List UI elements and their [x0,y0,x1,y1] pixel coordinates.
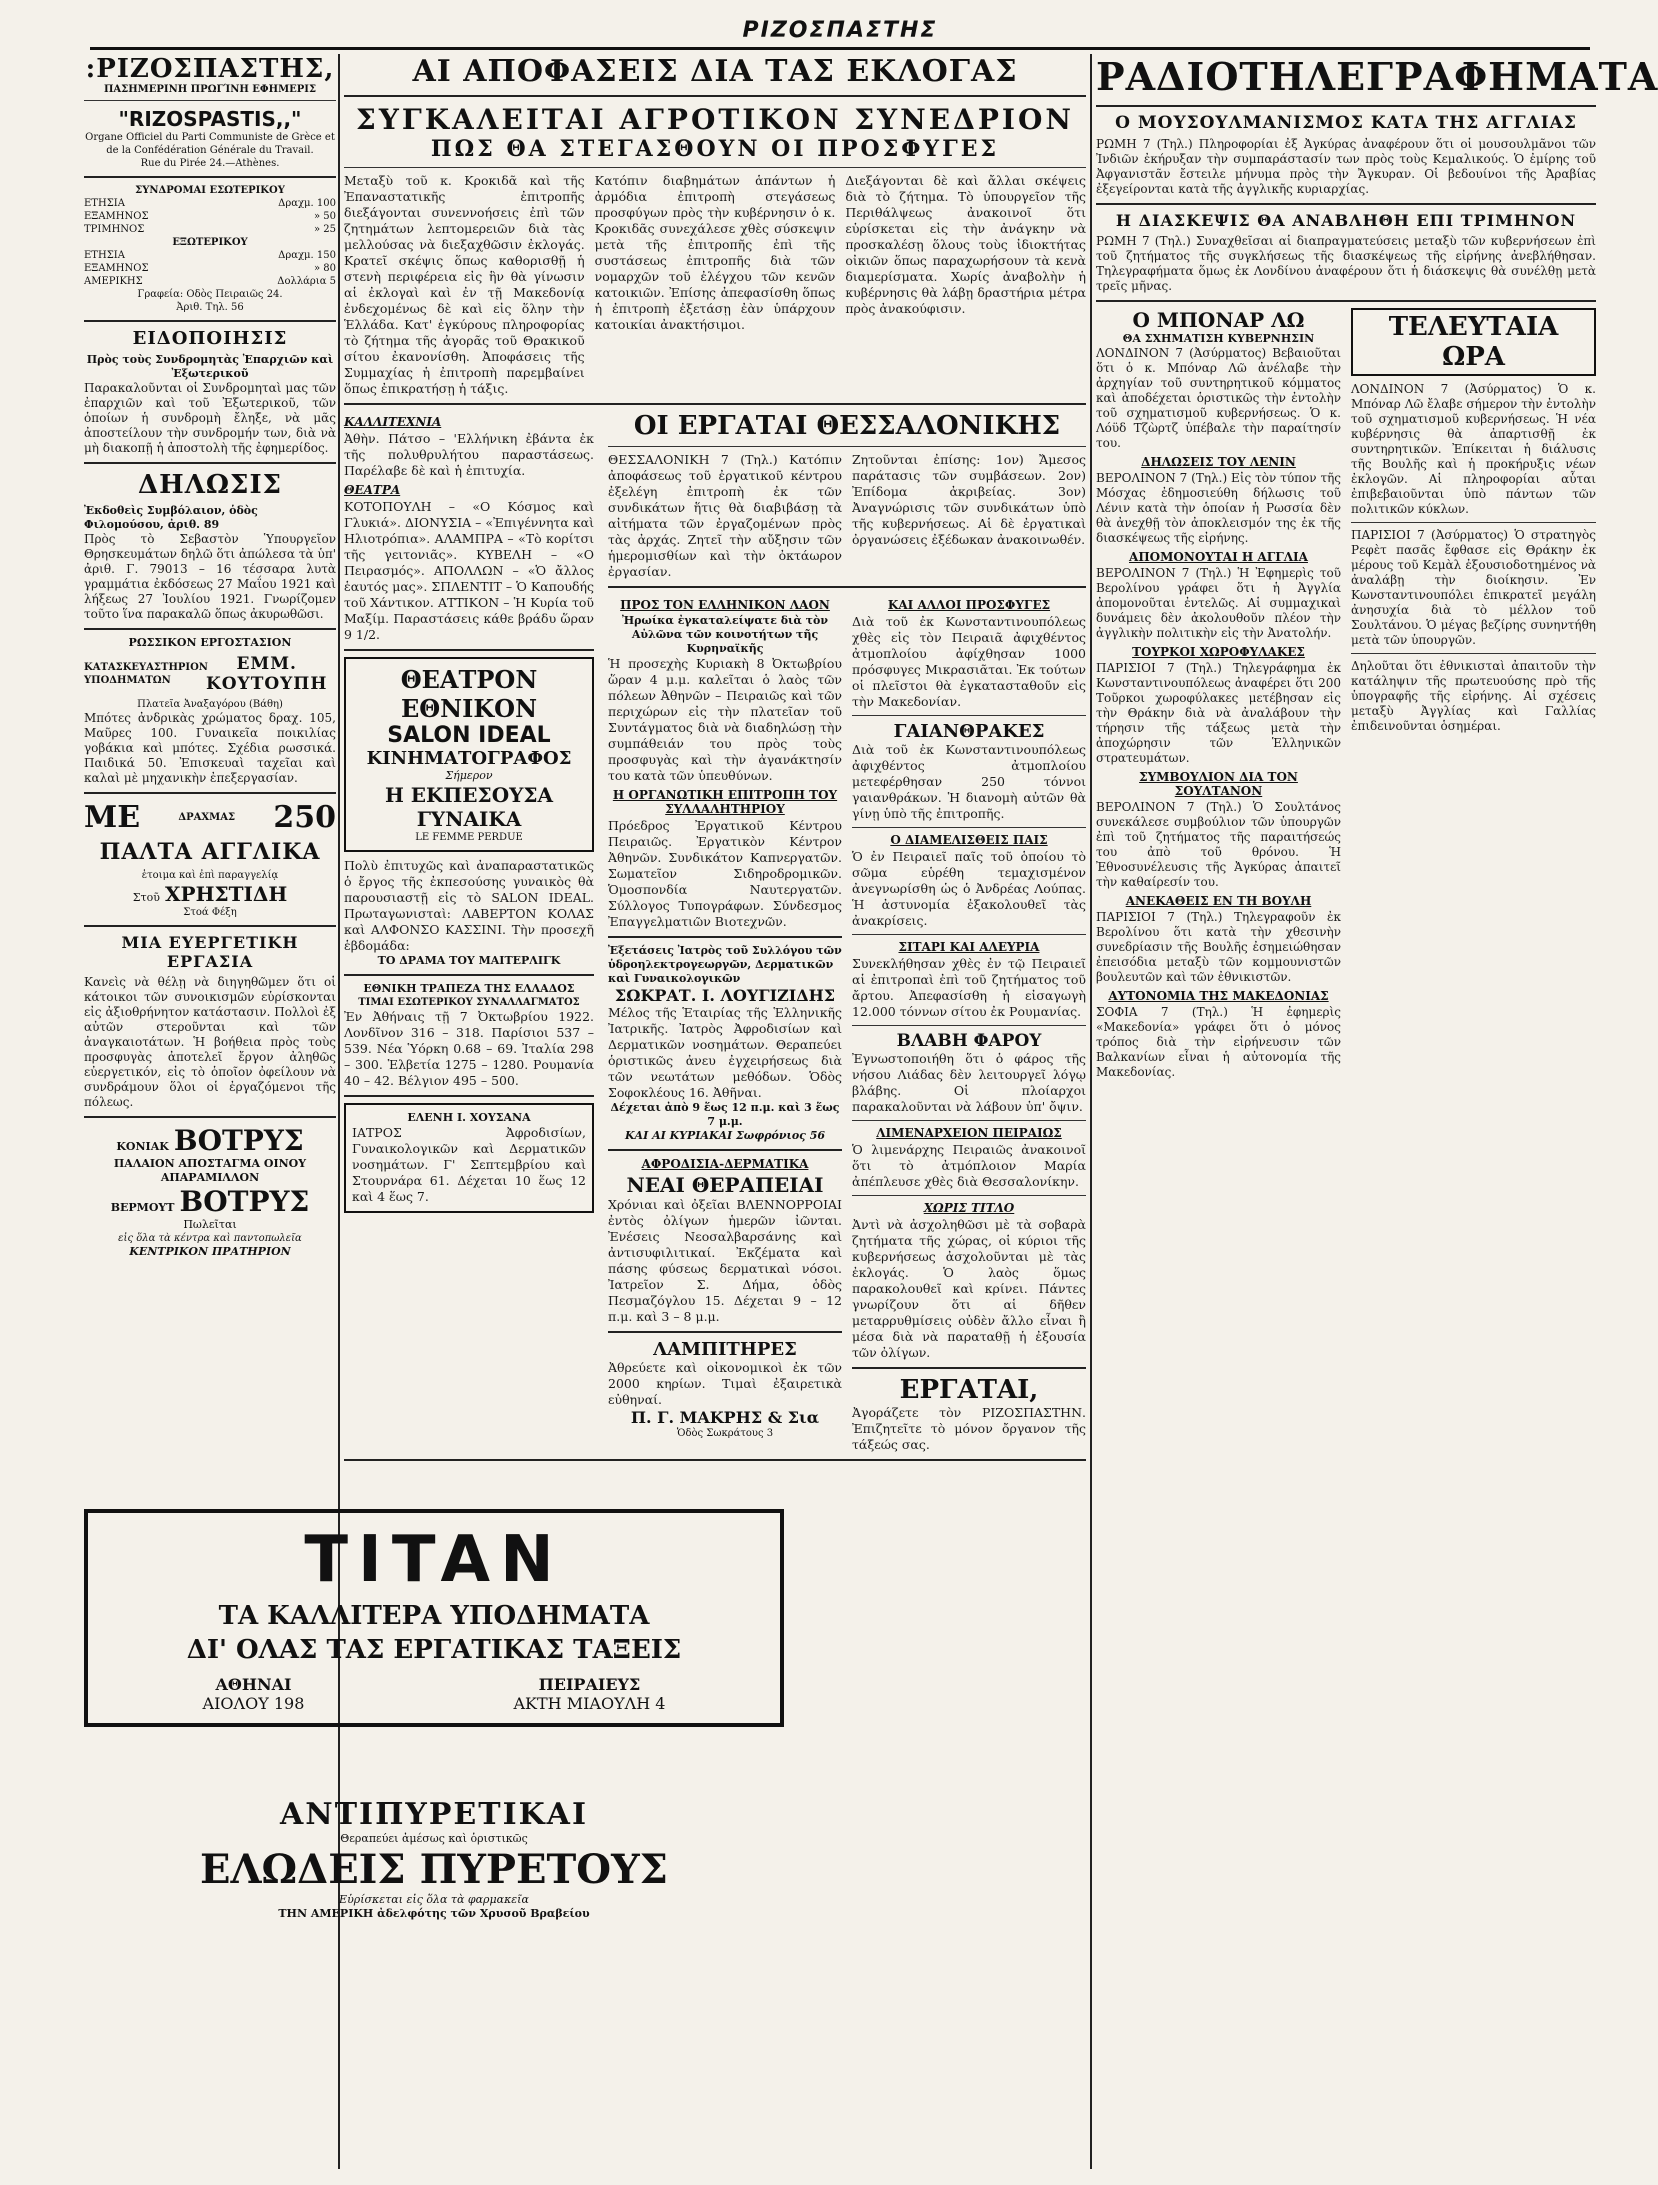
grain-title: ΣΙΤΑΡΙ ΚΑΙ ΑΛΕΥΡΙΑ [898,940,1040,954]
thessaloniki-col: ΘΕΣΣΑΛΟΝΙΚΗ 7 (Τηλ.) Κατόπιν ἀποφάσεως τοῦ ἐργατικοῦ κέντρου ἐξελέγη ἐπιτροπὴ ἐκ τῶν συνδικάτων ἥτις θὰ διαβιβάσῃ τὰ αἰτήματα τῶν ἐργαζομένων πρὸς τὰς ἀρχάς. Ζητεῖ τὴν αὔξησιν τῶν ἡμερομισθίων καὶ τὴν ὀκτάωρον ἐργασίαν. [608,452,842,579]
unrest-title: ΑΝΕΚΑΘΕΙΣ ΕΝ ΤΗ ΒΟΥΛΗ [1125,894,1312,908]
titan-box [84,1509,784,1727]
titan-addr: ΑΙΟΛΟΥ 198 [202,1694,305,1713]
botrys-line: ΠΑΛΑΙΟΝ ΑΠΟΣΤΑΓΜΑ ΟΙΝΟΥ [113,1157,307,1170]
masthead-subtitle: ΠΑΣΗΜΕΡΙΝΗ ΠΡΩΓΊΝΗ ΕΦΗΜΕΡΙΣ [103,84,317,95]
charity-title: ΜΙΑ ΕΥΕΡΓΕΤΙΚΗ ΕΡΓΑΣΙΑ [121,933,299,971]
unrest-text: ΠΑΡΙΣΙΟΙ 7 (Τηλ.) Τηλεγραφοῦν ἐκ Βερολίνου ὅτι κατὰ τὴν χθεσινὴν συνεδρίασιν τῆς Βουλῆς ἐσημειώθησαν ἐπεισόδια μεταξὺ τῶν κομμουνιστῶν βουλευτῶν καὶ τῶν ἐθνικιστῶν. [1096,910,1341,984]
botrys-prefix: ΚΟΝΙΑΚ [116,1140,169,1153]
child-text: Ὁ ἐν Πειραιεῖ παῖς τοῦ ὁποίου τὸ σῶμα εὑρέθη τεμαχισμένον ἀνεγνωρίσθη ὡς ὁ Ἀνδρέας Λούπας. Ἡ ἀστυνομία ἐξακολουθεῖ τὰς ἀνακρίσεις. [852,849,1086,928]
running-head: ΡΙΖΟΣΠΑΣΤΗΣ [90,18,1590,50]
thessaloniki-col: Ζητοῦνται ἐπίσης: 1ον) Ἄμεσος παράτασις τῶν συμβάσεων. 2ον) Ἐπίδομα ἀκριβείας. 3ον) Ἀναγνώρισις τῶν συνδικάτων ὑπὸ τῆς κυβερνήσεως. Αἱ δὲ ἐργατικαὶ ὀργανώσεις ἐξέδωκαν ἀνακοινωθέν. [852,452,1086,547]
untitled-text: Ἀντὶ νὰ ἀσχοληθῶσι μὲ τὰ σοβαρὰ ζητήματα τῆς χώρας, οἱ κύριοι τῆς κυβερνήσεως ἀσχολοῦνται μὲ τὰς ἐκλογάς. Ὁ λαὸς ὅμως παρακολουθεῖ καὶ κρίνει. Πάντες γνωρίζουν ὅτι αἱ δῆθεν μεταρρυθμίσεις οὐδὲν ἄλλο εἶναι ἢ μέσα διὰ νὰ παραταθῇ ἡ ἐξουσία τῶν ὀλίγων. [852,1217,1086,1360]
masthead-title: :ΡΙΖΟΣΠΑΣΤΗΣ, [85,54,335,84]
titan-addr: ΑΚΤΗ ΜΙΑΟΥΛΗ 4 [513,1694,666,1713]
botrys-line: εἰς ὅλα τὰ κέντρα καὶ παντοπωλεῖα [118,1233,302,1244]
subs-interior-title: ΣΥΝΔΡΟΜΑΙ ΕΣΩΤΕΡΙΚΟΥ [135,185,285,196]
titan-block [84,1495,784,1921]
medical-text: Μέλος τῆς Ἑταιρίας τῆς Ἑλληνικῆς Ἰατρικῆς. Ἰατρὸς Ἀφροδισίων καὶ Δερματικῶν νοσημάτων. Θεραπεύει ὁριστικῶς ἀνευ ἐγχειρήσεως διὰ τῶν νεωτάτων μεθόδων. Ὁδὸς Σοφοκλέους 16. Ἀθῆναι. [608,1005,842,1100]
declaration-title: ΔΗΛΩΣΙΣ [138,470,282,500]
titan-line: ΔΙ' ΟΛΑΣ ΤΑΣ ΕΡΓΑΤΙΚΑΣ ΤΑΞΕΙΣ [186,1635,682,1665]
maced-title: ΑΥΤΟΝΟΜΙΑ ΤΗΣ ΜΑΚΕΔΟΝΙΑΣ [1108,989,1329,1003]
radio-headline: ΡΑΔΙΟΤΗΛΕΓΡΑΦΗΜΑΤΑ [1096,54,1658,99]
port-title: ΛΙΜΕΝΑΡΧΕΙΟΝ ΠΕΙΡΑΙΩΣ [876,1126,1062,1140]
subs-row: ΑΜΕΡΙΚΗΣ Δολλάρια 5 [84,276,336,287]
theatre-title: ΘΕΑΤΡΟΝ ΕΘΝΙΚΟΝ [400,665,538,723]
aid-sub: Ἠρωίκα ἐγκαταλείψατε διὰ τὸν Αὐλῶνα τῶν κοινοτήτων τῆς Κυρηναϊκῆς [621,614,829,655]
gain-text: Διὰ τοῦ ἐκ Κωνσταντινουπόλεως ἀφιχθέντος ἀτμοπλοίου μετεφέρθησαν 250 τόννοι γαιανθράκων. Ἡ διανομὴ αὐτῶν θὰ γίνῃ ὑπὸ τῆς ἐπιτροπῆς. [852,742,1086,821]
lenin-title: ΔΗΛΩΣΕΙΣ ΤΟΥ ΛΕΝΙΝ [1141,455,1296,469]
committee-title: Η ΟΡΓΑΝΩΤΙΚΗ ΕΠΙΤΡΟΠΗ ΤΟΥ ΣΥΛΛΑΛΗΤΗΡΙΟΥ [612,788,838,816]
bank-text: Ἐν Ἀθήναις τῇ 7 Ὀκτωβρίου 1922. Λονδῖνον 316 – 318. Παρίσιοι 537 – 539. Νέα Ὑόρκη 0.68 – 69. Ἰταλία 298 – 300. Ἑλβετία 1275 – 1280. Ρουμανία 40 – 42. Βέλγιον 495 – 500. [344,1009,594,1088]
subs-phone: Ἀριθ. Τηλ. 56 [176,302,244,313]
koutoupis-text: Μπότες ἀνδρικὰς χρώματος δραχ. 105, Μαῦρες 100. Γυναικεῖα ποικιλίας γοβάκια καὶ μπότες. Σχέδια ρωσσικά. Παιδικά 50. Ἐπισκευαὶ ταχεῖαι καὶ καλαὶ μὲ μηχανικὴν ἐπεξεργασίαν. [84,711,336,785]
subs-exterior-title: ΕΞΩΤΕΡΙΚΟΥ [172,237,248,248]
guards-text: ΠΑΡΙΣΙΟΙ 7 (Τηλ.) Τηλεγράφημα ἐκ Κωνσταντινουπόλεως ἀναφέρει ὅτι 200 Τοῦρκοι χωροφύλακες μετέβησαν εἰς τὴν Θράκην διὰ νὰ ἀναλάβουν τὴν τήρησιν τῆς τάξεως μετὰ τὴν ἀποχώρησιν τῶν Ἑλληνικῶν στρατευμάτων. [1096,661,1341,765]
critique-text: Ἀθὴν. Πάτσο – 'Ελλήνικη ἐβάντα ἐκ τῆς πολυθρυλήτου παραστάσεως. Παρέλαβε δὲ καὶ ἡ ἐπιτυχία. [344,431,594,478]
subs-row: ΕΤΗΣΙΑ Δραχμ. 100 [84,198,336,209]
declaration-text: Πρὸς τὸ Σεβαστὸν Ὑπουργεῖον Θρησκευμάτων δηλῶ ὅτι ἀπώλεσα τὰ ὑπ' ἀριθ. Γ. 79013 – 16 τέσσαρα λυτὰ γραμμάτια ἐκδόσεως 27 Μαΐου 1921 καὶ λήξεως 27 Ἰουλίου 1921. Γνωρίζομεν τοῦτο ἵνα παρακαλῶ ὅπως ἀκυρωθῶσι. [84,532,336,621]
bank-title: ΕΘΝΙΚΗ ΤΡΑΠΕΖΑ ΤΗΣ ΕΛΛΑΔΟΣ [363,982,575,995]
titan-city: ΠΕΙΡΑΙΕΥΣ [538,1675,641,1694]
notices-title: ΕΙΔΟΠΟΙΗΣΙΣ [132,328,288,349]
charity-text: Κανεὶς νὰ θέλῃ νὰ διηγηθῶμεν ὅτι οἱ κάτοικοι τῶν συνοικισμῶν εὑρίσκονται εἰς ἀξιοθρήνητον κατάστασιν. Πολλοὶ ἐξ αὐτῶν στεροῦνται καὶ τῶν ἀναγκαιοτάτων. Ἡ βοήθεια πρὸς τοὺς προσφυγὰς ἀποτελεῖ ἔργον ἀληθῶς εὐεργετικόν, εἰς τὸ ὁποῖον ὀφείλουν νὰ συνδράμουν ὅλοι οἱ ἐργαζόμενοι τῆς πόλεως. [84,975,336,1109]
lighthouse-title: ΒΛΑΒΗ ΦΑΡΟΥ [896,1031,1042,1051]
botrys-line: ΑΠΑΡΑΜΙΛΛΟΝ [160,1171,260,1184]
radio-sub1: Ο ΜΟΥΣΟΥΛΜΑΝΙΣΜΟΣ ΚΑΤΑ ΤΗΣ ΑΓΓΛΙΑΣ [1115,113,1577,133]
untitled-title: ΧΩΡΙΣ ΤΙΤΛΟ [923,1201,1015,1215]
refugees-text: Διὰ τοῦ ἐκ Κωνσταντινουπόλεως χθὲς εἰς τὸν Πειραιᾶ ἀφιχθέντος ἀτμοπλοίου ἀφίχθησαν 1000 πρόσφυγες Μικρασιᾶται. Ἐκ τούτων οἱ πλεῖστοι θὰ ἐγκατασταθοῦν εἰς τὴν Μακεδονίαν. [852,614,1086,709]
radio-sub3-text: ΛΟΝΔΙΝΟΝ 7 (Ἀσύρματος) Βεβαιοῦται ὅτι ὁ κ. Μπόναρ Λῶ ἀνέλαβε τὴν ἀρχηγίαν τοῦ συντηρητικοῦ κόμματος καὶ ἀποδέχεται ὁριστικῶς τὴν ἐντολὴν τοῦ σχηματισμοῦ κυβερνήσεως. Ὁ κ. Λόϋδ Τζὼρτζ ὑπέβαλε τὴν παραίτησίν του. [1096,346,1341,450]
last-hour-text: Δηλοῦται ὅτι ἐθνικισταὶ ἀπαιτοῦν τὴν κατάληψιν τῆς πρωτευούσης πρὸ τῆς ὑπογραφῆς τῆς εἰρήνης. Αἱ σχέσεις μεταξὺ Ἀγγλίας καὶ Γαλλίας ἐπιδεινοῦνται ὁσημέραι. [1351,659,1596,733]
coats-price-row [84,800,336,835]
theatre-ad [344,657,594,852]
koutoupis-address: Πλατεῖα Ἀναξαγόρου (Βάθη) [137,699,283,710]
sultan-title: ΣΥΜΒΟΥΛΙΟΝ ΔΙΑ ΤΟΝ ΣΟΥΛΤΑΝΟΝ [1139,770,1298,798]
lamps-company: Π. Γ. ΜΑΚΡΗΣ & Σια [630,1408,820,1427]
main-article-col: Μεταξὺ τοῦ κ. Κροκιδᾶ καὶ τῆς Ἐπαναστατικῆς ἐπιτροπῆς διεξάγονται συνεννοήσεις ἐπὶ τῶν ζητημάτων λεπτομερειῶν διὰ τὰς μελλούσας νὰ διεξαχθῶσιν ἐκλογάς. Κρατεῖ σκέψις ὅπως καθορισθῇ ἡ στενὴ περιφέρεια εἰς ἣν θὰ γίνωσιν αἱ ἐκλογαὶ καὶ ἐν τῇ Μακεδονίᾳ ἐνδεχομένως δὲ καὶ εἰς ὅλην τὴν Ἑλλάδα. Κατ' ἐγκύρους πληροφορίας τὸ ζήτημα τῆς ἀγορᾶς τοῦ Θρακικοῦ σίτου ἐκανονίσθη. Ἀποφάσεις τῆς Συμμαχίας ἡ ἐπιτροπὴ παρεμβαίνει ὅπως ἐπικρατήσῃ ἡ τάξις. [344,173,585,396]
botrys-ad [84,1124,336,1259]
main-article-col: Κατόπιν διαβημάτων ἁπάντων ἡ ἀρμόδια ἐπιτροπὴ στεγάσεως προσφύγων πρὸς τὴν κυβέρνησιν ὁ κ. Κροκιδᾶς συνεχάλεσε χθὲς σύσκεψιν μετὰ τῆς ἐπιτροπῆς ἐπὶ τῆς συστάσεως ἐπιτροπῆς διὰ τῶν νομαρχῶν τοῦ ἐλέγχου τῶν κενῶν κατοικιῶν. Ἐπίσης ἀπεφασίσθη ὅπως ἡ ἐπιτροπὴ ἐξετάσῃ ἐὰν ὑπάρχουν κατοικίαι ἀνακτήσιμοι. [594,173,836,332]
coats-label-top: ΜΕ [84,800,141,835]
doctor-text: ΙΑΤΡΟΣ Ἀφροδισίων, Γυναικολογικῶν καὶ Δερματικῶν νοσημάτων. Γ' Σεπτεμβρίου καὶ Στουρνάρα 61. Δέχεται 10 ἕως 12 καὶ 4 ἕως 7. [352,1125,586,1204]
subs-row: ΕΞΑΜΗΝΟΣ » 50 [84,211,336,222]
port-text: Ὁ λιμενάρχης Πειραιῶς ἀνακοινοῖ ὅτι τὸ ἀτμόπλοιον Μαρία ἀπέπλευσε χθὲς διὰ Θεσσαλονίκην. [852,1142,1086,1189]
fever-line: ΕΛΩΔΕΙΣ ΠΥΡΕΤΟΥΣ [200,1846,668,1893]
bank-sub: ΤΙΜΑΙ ΕΣΩΤΕΡΙΚΟΥ ΣΥΝΑΛΛΑΓΜΑΤΟΣ [358,997,580,1008]
radio-sub3b: ΘΑ ΣΧΗΜΑΤΙΣΗ ΚΥΒΕΡΝΗΣΙΝ [1122,332,1315,345]
titan-name: TITAN [304,1523,564,1597]
subs-row: ΕΤΗΣΙΑ Δραχμ. 150 [84,250,336,261]
radio-sub1-text: ΡΩΜΗ 7 (Τηλ.) Πληροφορίαι ἐξ Ἀγκύρας ἀναφέρουν ὅτι οἱ μουσουλμᾶνοι τῶν Ἰνδιῶν ἐκήρυξαν τὴν συμπαράστασίν των πρὸς τοὺς Κεμαλικούς. Ὁ ἐμίρης τοῦ Ἀφγανιστᾶν ἔστειλε μήνυμα πρὸς τὴν Ἄγκυραν. Οἱ βεδουίνοι τῆς Ἀραβίας ἐξεγείρονται κατὰ τῆς ἀγγλικῆς κυριαρχίας. [1096,137,1596,196]
lamps-text: Ἀθρεύετε καὶ οἰκονομικοὶ ἐκ τῶν 2000 κηρίων. Τιμαὶ ἐξαιρετικὰ εὐθηναί. [608,1360,842,1407]
theatre-next: ΤΟ ΔΡΑΜΑ ΤΟΥ ΜΑΙΤΕΡΛΙΓΚ [377,954,561,967]
fever-line: Θεραπεύει ἀμέσως καὶ ὁριστικῶς [340,1832,528,1845]
venereal-title: ΑΦΡΟΔΙΣΙΑ-ΔΕΡΜΑΤΙΚΑ [641,1157,809,1171]
radio-sub2: Η ΔΙΑΣΚΕΨΙΣ ΘΑ ΑΝΑΒΛΗΘΗ ΕΠΙ ΤΡΙΜΗΝΟΝ [1115,211,1577,230]
theatre-film-fr: LE FEMME PERDUE [415,832,523,843]
subs-row: ΤΡΙΜΗΝΟΣ » 25 [84,224,336,235]
theatre-text: Πολὺ ἐπιτυχῶς καὶ ἀναπαραστατικῶς ὁ ἔργος τῆς ἐκπεσούσης γυναικὸς θὰ παρουσιαστῇ εἰς τὸ SALON IDEAL. Πρωταγωνισταὶ: ΛΑΒΕΡΤΟΝ ΚΟΛΑΣ καὶ ΑΛΦΟΝΣΟ ΚΑΣΣΙΝΙ. Τὴν προσεχῆ ἑβδομάδα: [344,858,594,953]
botrys-line: ΚΕΝΤΡΙΚΟΝ ΠΡΑΤΗΡΙΟΝ [129,1245,291,1258]
last-hour-headline: ΤΕΛΕΥΤΑΙΑ ΩΡΑ [1351,308,1596,376]
last-hour-text: ΛΟΝΔΙΝΟΝ 7 (Ἀσύρματος) Ὁ κ. Μπόναρ Λῶ ἔλαβε σήμερον τὴν ἐντολὴν τοῦ σχηματισμοῦ κυβερνήσεως. Ἡ νέα κυβέρνησις θὰ ἀπαρτισθῇ ἐκ συντηρητικῶν. Ἐπίκειται ἡ διάλυσις τῆς Βουλῆς καὶ ἡ προκήρυξις νέων ἐκλογῶν. Αἱ πληροφορίαι αὗται ἐπιβεβαιοῦνται ὑπὸ πάντων τῶν πολιτικῶν κύκλων. [1351,382,1596,516]
main-subhead: ΣΥΓΚΑΛΕΙΤΑΙ ΑΓΡΟΤΙΚΟΝ ΣΥΝΕΔΡΙΟΝ [356,103,1074,136]
coats-shop: ΧΡΗΣΤΙΔΗ [165,882,288,906]
medical-title: Ἐξετάσεις Ἰατρὸς τοῦ Συλλόγου τῶν ὑδροηλεκτρογεωργῶν, Δερματικῶν καὶ Γυναικολογικῶν [608,944,842,985]
subs-office: Γραφεία: Οδὸς Πειραιῶς 24. [137,289,283,300]
declaration-lead: Ἐκδοθεὶς Συμβόλαιον, ὁδὸς Φιλομούσου, ἀριθ. 89 [84,504,258,531]
fever-ad [84,1797,784,1921]
coats-sub: ἑτοιμα καὶ ἐπὶ παραγγελίᾳ [141,870,279,881]
coats-currency: ΔΡΑΧΜΑΣ [178,812,236,823]
committee-text: Πρόεδρος Ἐργατικοῦ Κέντρου Πειραιῶς. Ἐργατικὸν Κέντρον Ἀθηνῶν. Συνδικάτον Καπνεργατῶν. Σωματεῖον Σιδηροδρομικῶν. Ὁμοσπονδία Ναυτεργατῶν. Σύλλογος Τυπογράφων. Σύνδεσμος Ἐπαγγελματιῶν Βιοτεχνῶν. [608,818,842,929]
medical-name: ΣΩΚΡΑΤ. Ι. ΛΟΥΓΙΖΙΔΗΣ [614,986,836,1005]
refugees-title: ΚΑΙ ΑΛΛΟΙ ΠΡΟΣΦΥΓΕΣ [887,598,1051,612]
coats-price: 250 [273,800,336,835]
grain-text: Συνεκλήθησαν χθὲς ἐν τῷ Πειραιεῖ αἱ ἐπιτροπαὶ ἐπὶ τοῦ ζητήματος τοῦ ἄρτου. Ἀπεφασίσθη ἡ εἰσαγωγὴ 12.000 τόννων σίτου ἐκ Ρουμανίας. [852,956,1086,1019]
right-column [1096,54,1658,2174]
main-article [344,173,1086,397]
koutoupis-title: ΡΩΣΣΙΚΟΝ ΕΡΓΟΣΤΑΣΙΟΝ [128,636,292,649]
venereal-text: Χρόνιαι καὶ ὀξεῖαι ΒΛΕΝΝΟΡΡΟΙΑΙ ἐντὸς ὀλίγων ἡμερῶν ἰῶνται. Ἐνέσεις Νεοσαλβαρσάνης καὶ ἀντισυφιλιτικαί. Ἐκζέματα καὶ πάσης φύσεως δερματικαὶ νόσοι. Ἰατρεῖον Σ. Δήμα, ὁδὸς Πεσμαζόγλου 15. Δέχεται 9 – 12 π.μ. καὶ 3 – 8 μ.μ. [608,1197,842,1324]
botrys-brand: ΒΟΤΡΥΣ [173,1124,304,1157]
theatre-venue: SALON IDEAL [387,723,551,748]
sultan-text: ΒΕΡΟΛΙΝΟΝ 7 (Τηλ.) Ὁ Σουλτάνος συνεκάλεσε συμβούλιον τῶν ὑπουργῶν ἐπὶ τοῦ ζητήματος τῆς παραιτήσεώς του ἀπὸ τοῦ θρόνου. Ἡ Ἐθνοσυνέλευσις τῆς Ἀγκύρας ἀπαιτεῖ τὴν καθαίρεσίν του. [1096,800,1341,889]
theatres-section: ΘΕΑΤΡΑ [344,483,401,497]
titan-line: ΤΑ ΚΑΛΛΙΤΕΡΑ ΥΠΟΔΗΜΑΤΑ [218,1601,650,1631]
masthead-address: Rue du Pirée 24.—Athènes. [140,158,280,169]
fever-line: ΑΝΤΙΠΥΡΕΤΙΚΑΙ [280,1797,588,1832]
lenin-text: ΒΕΡΟΛΙΝΟΝ 7 (Τηλ.) Εἰς τὸν τύπον τῆς Μόσχας ἐδημοσιεύθη δήλωσις τοῦ Λένιν κατὰ τὴν ὁποίαν ἡ Ρωσσία δὲν θὰ ἀνεχθῇ τὸν ἀποκλεισμόν της ἐκ τῆς διασκέψεως τῆς εἰρήνης. [1096,471,1341,545]
doctor-ad [344,1103,594,1213]
lighthouse-text: Ἐγνωστοποιήθη ὅτι ὁ φάρος τῆς νήσου Λιάδας δὲν λειτουργεῖ λόγῳ βλάβης. Οἱ πλοίαρχοι παρακαλοῦνται νὰ λάβουν ὑπ' ὄψιν. [852,1051,1086,1114]
child-title: Ο ΔΙΑΜΕΛΙΣΘΕΙΣ ΠΑΙΣ [890,833,1048,847]
theatre-day: Σήμερον [445,769,493,782]
koutoupis-sub: ΚΑΤΑΣΚΕΥΑΣΤΗΡΙΟΝ ΥΠΟΔΗΜΑΤΩΝ [84,662,208,686]
guards-title: ΤΟΥΡΚΟΙ ΧΩΡΟΦΥΛΑΚΕΣ [1132,645,1305,659]
iso-text: ΒΕΡΟΛΙΝΟΝ 7 (Τηλ.) Ἡ Ἐφημερὶς τοῦ Βερολίνου γράφει ὅτι ἡ Ἀγγλία ἀπομονοῦται ἐντελῶς. Αἱ συμμαχικαὶ δυνάμεις δὲν ἀκολουθοῦν πλέον τὴν ἀγγλικὴν πολιτικὴν εἰς τὴν Ἀνατολήν. [1096,566,1341,640]
lamps-address: Ὁδὸς Σωκράτους 3 [676,1428,774,1439]
coats-shop-prefix: Στοῦ [132,891,160,904]
fever-line: Εὑρίσκεται εἰς ὅλα τὰ φαρμακεῖα [339,1893,529,1906]
fever-line: ΤΗΝ ΑΜΕΡΙΚΗ ἀδελφότης τῶν Χρυσοῦ Βραβείου [278,1907,590,1920]
doctor-name: ΕΛΕΝΗ Ι. ΧΟΥΣΑΝΑ [407,1111,531,1124]
coats-street: Στοά Φέξη [183,907,237,918]
titan-addresses [98,1675,770,1713]
aid-text: Ἡ προσεχὴς Κυριακὴ 8 Ὀκτωβρίου ὥραν 4 μ.μ. καλεῖται ὁ λαὸς τῶν πόλεων Ἀθηνῶν – Πειραιῶς καὶ τῶν περιχώρων εἰς τὴν πλατεῖαν τοῦ Συντάγματος διὰ νὰ διαδηλώσῃ τὴν συμπάθειάν του πρὸς τοὺς προσφυγὰς καὶ τὴν ἀγανάκτησίν του κατὰ τῶν ὑπευθύνων. [608,656,842,783]
theatre-kind: ΚΙΝΗΜΑΤΟΓΡΑΦΟΣ [366,748,572,769]
thessaloniki-headline: ΟΙ ΕΡΓΑΤΑΙ ΘΕΣΣΑΛΟΝΙΚΗΣ [633,411,1061,441]
lamps-title: ΛΑΜΠΙΤΗΡΕΣ [653,1339,797,1360]
main-subhead2: ΠΩΣ ΘΑ ΣΤΕΓΑΣΘΟΥΝ ΟΙ ΠΡΟΣΦΥΓΕΣ [430,136,1000,162]
notices-lead: Πρὸς τοὺς Συνδρομητὰς Ἐπαρχιῶν καὶ Ἐξωτερικοῦ [86,353,334,380]
theatres-text: ΚΟΤΟΠΟΥΛΗ – «Ο Κόσμος καὶ Γλυκιά». ΔΙΟΝΥΣΙΑ – «Ἐπιγέννητα καὶ Ηλιοτρόπια». ΑΛΑΜΠΡΑ – «Τὸ κορίτσι τῆς γειτονιᾶς». ΚΥΒΕΛΗ – «Ο Πειρασμός». ΑΠΟΛΛΩΝ – «Ὁ ἄλλος ἑαυτός μας». ΣΠΛΕΝΤΙΤ – Ὁ Καπουδής τοῦ Χάντικον. ΑΤΤΙΚΟΝ – Ἡ Κυρία τοῦ Μαξίμ. Παραστάσεις κάθε βράδυ ὥραν 9 1/2. [344,499,594,642]
medical-hours: Δέχεται ἀπὸ 9 ἕως 12 π.μ. καὶ 3 ἕως 7 μ.μ. [610,1101,840,1128]
botrys-line: Πωλεῖται [183,1218,237,1231]
botrys-prefix: ΒΕΡΜΟΥΤ [110,1201,175,1214]
koutoupis-owner: ΕΜΜ. ΚΟΥΤΟΥΠΗ [205,654,328,694]
radio-sub2-text: ΡΩΜΗ 7 (Τηλ.) Συναχθεῖσαι αἱ διαπραγματεύσεις μεταξὺ τῶν κυβερνήσεων ἐπὶ τοῦ ζητήματος τῆς συγκλήσεως τῆς διασκέψεως τῆς εἰρήνης ἀνεβλήθησαν. Τηλεγραφήματα ὅμως ἐκ Λονδίνου ἀναφέρουν ὅτι ἡ διάσκεψις θὰ συνέλθῃ μετὰ τρεῖς μῆνας. [1096,234,1596,293]
subs-row: ΕΞΑΜΗΝΟΣ » 80 [84,263,336,274]
maced-text: ΣΟΦΙΑ 7 (Τηλ.) Ἡ ἐφημερὶς «Μακεδονία» γράφει ὅτι ὁ μόνος τρόπος διὰ τὴν εἰρήνευσιν τῶν Βαλκανίων εἶναι ἡ αὐτονομία τῆς Μακεδονίας. [1096,1005,1341,1079]
critique-section: ΚΑΛΛΙΤΕΧΝΙΑ [344,415,442,429]
titan-city: ΑΘΗΝΑΙ [215,1675,292,1694]
botrys-brand: ΒΟΤΡΥΣ [179,1185,310,1218]
workers-text: Ἀγοράζετε τὸν ΡΙΖΟΣΠΑΣΤΗΝ. Ἐπιζητεῖτε τὸ μόνον ὄργανον τῆς τάξεώς σας. [852,1405,1086,1452]
main-headline: ΑΙ ΑΠΟΦΑΣΕΙΣ ΔΙΑ ΤΑΣ ΕΚΛΟΓΑΣ [412,54,1018,89]
theatre-film: Η ΕΚΠΕΣΟΥΣΑ ΓΥΝΑΙΚΑ [384,783,554,831]
coats-product: ΠΑΛΤΑ ΑΓΓΛΙΚΑ [99,839,321,865]
radio-sub3: Ο ΜΠΟΝΑΡ ΛΩ [1132,308,1305,332]
subs-interior-list [84,197,336,236]
last-hour-text: ΠΑΡΙΣΙΟΙ 7 (Ἀσύρματος) Ὁ στρατηγὸς Ρεφὲτ πασᾶς ἔφθασε εἰς Θράκην ἐκ μέρους τοῦ Κεμὰλ ἐξουσιοδοτημένος νὰ ἀναλάβῃ τὴν διοίκησιν. Ἐν Κωνσταντινουπόλει ἐπικρατεῖ μεγάλη ἀνησυχία διὰ τὸ μέλλον τοῦ Σουλτάνου. Ὁ μέγας βεζίρης συνηντήθη μετὰ τῶν ὑπουργῶν. [1351,528,1596,647]
aid-title: ΠΡΟΣ ΤΟΝ ΕΛΛΗΝΙΚΟΝ ΛΑΟΝ [620,598,830,612]
column-rule [1090,54,1092,2169]
iso-title: ΑΠΟΜΟΝΟΥΤΑΙ Η ΑΓΓΛΙΑ [1129,550,1308,564]
workers-title: ΕΡΓΑΤΑΙ, [899,1375,1039,1405]
subs-exterior-list [84,249,336,288]
main-article-col: Διεξάγονται δὲ καὶ ἄλλαι σκέψεις διὰ τὸ ζήτημα. Τὸ ὑπουργεῖον τῆς Περιθάλψεως ἀνακοινοῖ ὅτι εὑρίσκεται εἰς τὴν ἀνάγκην νὰ προσκαλέσῃ ὅλους τοὺς ἰδιοκτήτας οἰκιῶν ὅπως παραχωρήσουν τὰ κενὰ διαμερίσματα. Χωρίς ἀναβολὴν ἡ κυβέρνησις θὰ λάβῃ δραστήρια μέτρα πρὸς ἀνακούφισιν. [845,173,1087,316]
medical-sunday: ΚΑΙ ΑΙ ΚΥΡΙΑΚΑΙ Σωφρόνιος 56 [625,1129,825,1142]
venereal-head: ΝΕΑΙ ΘΕΡΑΠΕΙΑΙ [626,1173,824,1197]
masthead-latin: "RIZOSPASTIS,," [118,107,302,131]
gain-title: ΓΑΙΑΝΘΡΑΚΕΣ [893,721,1045,742]
notices-text: Παρακαλοῦνται οἱ Συνδρομηταὶ μας τῶν ἐπαρχιῶν καὶ τοῦ Ἐξωτερικοῦ, τῶν ὁποίων ἡ συνδρομὴ ἔληξε, νὰ μᾶς ἀποστείλουν τὴν συνδρομήν των, διὰ νὰ μὴ διακοπῇ ἡ ἀποστολὴ τῆς ἐφημερίδος. [84,381,336,455]
masthead-organ: Organe Officiel du Parti Communiste de Grèce et de la Confédération Générale du Travail. [85,132,335,156]
